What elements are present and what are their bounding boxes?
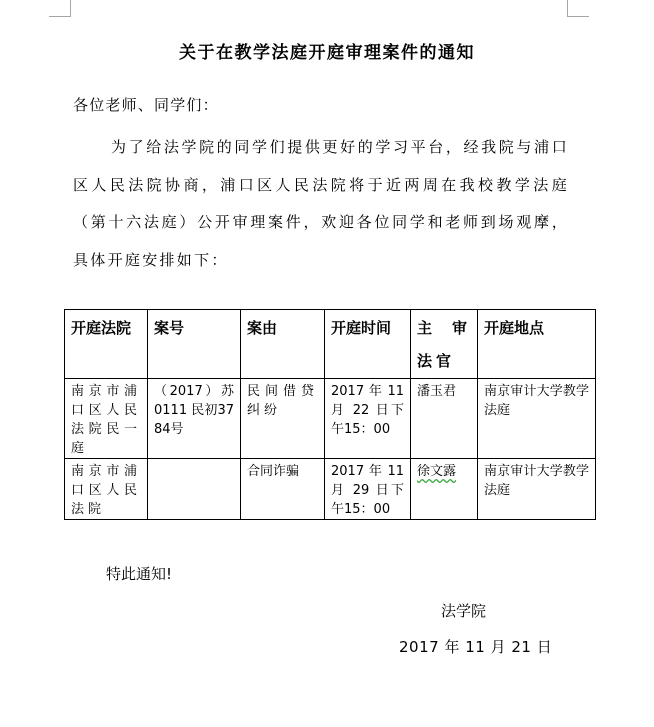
- table-header-row: [65, 310, 596, 379]
- cell-court: 南京市浦口区人民法院: [65, 459, 148, 520]
- header-case-number: 案号: [148, 310, 241, 379]
- page-corner-mark-top-right: [567, 0, 589, 17]
- table-row: [65, 379, 596, 459]
- hearing-schedule-table: [64, 309, 596, 520]
- table-row: [65, 459, 596, 520]
- header-court: 开庭法院: [65, 310, 148, 379]
- cell-cause: 民间借贷纠纷: [241, 379, 325, 459]
- header-time: 开庭时间: [325, 310, 411, 379]
- greeting: 各位老师、同学们：: [73, 96, 219, 114]
- header-cause: 案由: [241, 310, 325, 379]
- page-corner-mark-top-left: [49, 0, 71, 17]
- cell-time: 2017 年 11 月 29 日下午15：00: [325, 459, 411, 520]
- cell-location: 南京审计大学教学法庭: [478, 459, 596, 520]
- signer: 法学院: [441, 602, 487, 620]
- closing-line: 特此通知!: [106, 565, 173, 583]
- body-paragraph: 为了给法学院的同学们提供更好的学习平台，经我院与浦口区人民法院协商，浦口区人民法院将于近两周在我校教学法庭（第十六法庭）公开审理案件，欢迎各位同学和老师到场观摩，具体开庭安排如下：: [73, 138, 569, 269]
- cell-judge: [411, 459, 478, 520]
- cell-case-number: （2017）苏0111 民初3784号: [148, 379, 241, 459]
- header-location: 开庭地点: [478, 310, 596, 379]
- signature-date: 2017 年 11 月 21 日: [399, 638, 553, 656]
- spellcheck-flagged-name[interactable]: 徐文露: [417, 464, 457, 479]
- cell-judge: 潘玉君: [411, 379, 478, 459]
- cell-court: 南京市浦口区人民法院民一庭: [65, 379, 148, 459]
- header-judge: 主审法官: [411, 310, 478, 379]
- document-title: 关于在教学法庭开庭审理案件的通知: [179, 43, 475, 63]
- cell-location: 南京审计大学教学法庭: [478, 379, 596, 459]
- cell-time: 2017 年 11 月 22 日下午15：00: [325, 379, 411, 459]
- cell-case-number: [148, 459, 241, 520]
- cell-cause: 合同诈骗: [241, 459, 325, 520]
